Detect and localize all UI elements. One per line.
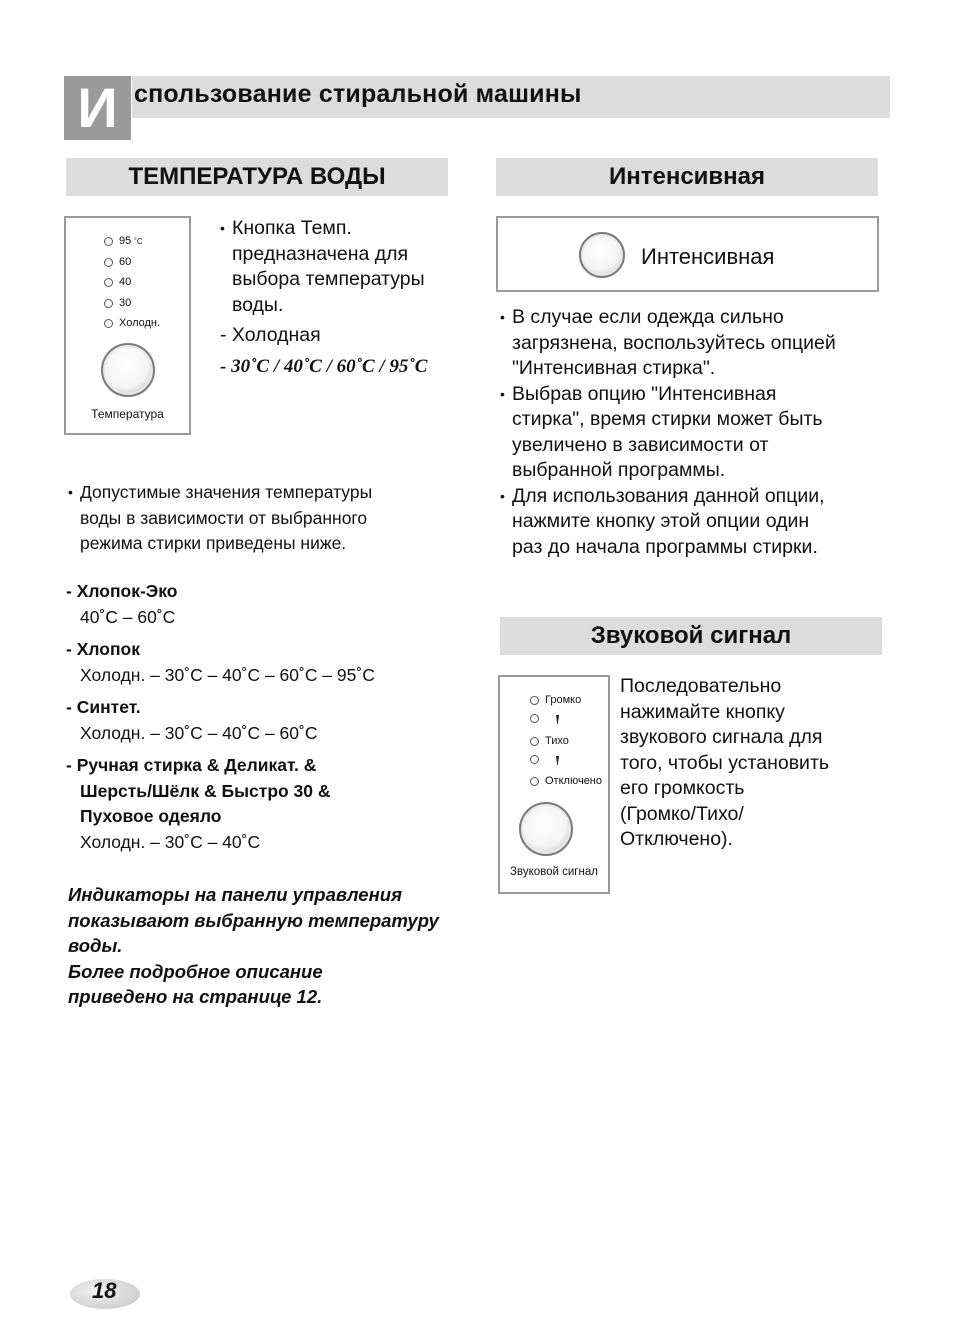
note-line: Индикаторы на панели управления xyxy=(68,884,402,905)
led-label: 95 xyxy=(119,235,132,247)
text-line: Выбрав опцию "Интенсивная xyxy=(512,382,777,405)
led-unit-label: ˚C xyxy=(134,237,143,246)
text-line: нажимайте кнопку xyxy=(620,700,785,723)
led-row-quiet xyxy=(530,735,569,748)
led-indicator-icon xyxy=(104,258,113,267)
program-name-line: Пуховое одеяло xyxy=(80,806,222,826)
desc-line: воды. xyxy=(232,293,284,316)
program-range: Холодн. – 30˚C – 40˚C – 60˚C – 95˚C xyxy=(80,664,375,685)
text-line: (Громко/Тихо/ xyxy=(620,802,744,825)
note-line: показывают выбранную температуру xyxy=(68,909,439,931)
led-label: 60 xyxy=(119,256,132,268)
led-label: Тихо xyxy=(545,735,569,747)
text-line: нажмите кнопку этой опции один xyxy=(512,510,810,532)
text-line: стирка", время стирки может быть xyxy=(512,408,823,430)
bullet-item xyxy=(68,480,468,557)
sound-control-panel xyxy=(498,675,610,894)
cold-option: - Холодная xyxy=(220,324,321,346)
text-line: раз до начала программы стирки. xyxy=(512,535,818,558)
bullet-icon: • xyxy=(220,220,225,236)
desc-line: выбора температуры xyxy=(232,268,425,290)
temperature-values: - 30˚C / 40˚C / 60˚C / 95˚C xyxy=(220,355,428,377)
text-line: воды в зависимости от выбранного xyxy=(80,507,368,528)
led-indicator-icon xyxy=(104,299,113,308)
led-indicator-icon xyxy=(530,755,539,764)
sound-knob[interactable] xyxy=(519,802,573,856)
intensive-control-panel xyxy=(496,216,879,292)
led-indicator-icon xyxy=(530,737,539,746)
led-row-cold xyxy=(104,317,160,330)
knob-label: Температура xyxy=(91,407,164,421)
led-indicator-icon xyxy=(104,319,113,328)
intensive-button-label: Интенсивная xyxy=(641,244,775,269)
led-row-low xyxy=(530,755,545,764)
note-line: Более подробное описание xyxy=(68,960,323,982)
bullet-icon: • xyxy=(68,484,73,500)
led-indicator-icon xyxy=(530,714,539,723)
text-line: Допустимые значения температуры xyxy=(80,482,373,502)
led-row-mid xyxy=(530,714,545,723)
header-initial-letter: И xyxy=(64,76,131,140)
program-name: - Хлопок-Эко xyxy=(66,581,178,601)
text-line: увеличено в зависимости от xyxy=(512,433,769,456)
text-line: выбранной программы. xyxy=(512,459,726,481)
led-label: Холодн. xyxy=(119,317,161,329)
text-line: того, чтобы установить xyxy=(620,751,830,774)
note-line: приведено на странице 12. xyxy=(68,986,323,1007)
program-name: - Хлопок xyxy=(66,639,140,659)
temperature-knob[interactable] xyxy=(101,343,155,397)
indicator-note xyxy=(68,882,468,1010)
section-title-intensive: Интенсивная xyxy=(496,158,878,196)
led-row-30 xyxy=(104,297,131,310)
bullet-icon: • xyxy=(500,385,505,402)
led-label: 40 xyxy=(119,276,132,288)
text-line: режима стирки приведены ниже. xyxy=(80,533,347,553)
level-tick-icon xyxy=(556,715,559,724)
text-line: загрязнена, воспользуйтесь опцией xyxy=(512,331,836,354)
desc-line: предназначена для xyxy=(232,242,409,265)
intensive-description xyxy=(500,305,890,560)
led-indicator-icon xyxy=(530,777,539,786)
text-line: Последовательно xyxy=(620,675,782,697)
bullet-icon: • xyxy=(500,309,505,325)
bullet-icon: • xyxy=(500,487,505,504)
program-name: - Синтет. xyxy=(66,697,141,717)
text-line: Для использования данной опции, xyxy=(512,484,825,507)
led-label: Отключено xyxy=(545,775,602,787)
level-tick-icon xyxy=(556,756,559,765)
program-name: - Ручная стирка & Деликат. & xyxy=(66,755,317,775)
sound-description xyxy=(620,674,890,853)
temperature-control-panel xyxy=(64,216,191,435)
led-indicator-icon xyxy=(104,237,113,246)
led-label: 30 xyxy=(119,297,132,309)
bullet-item xyxy=(220,216,460,318)
led-label: Громко xyxy=(545,694,582,706)
program-name-line: Шерсть/Шёлк & Быстро 30 & xyxy=(80,780,331,801)
allowed-temperatures-note xyxy=(68,480,468,557)
led-row-60 xyxy=(104,256,131,269)
program-temperature-list xyxy=(66,579,466,855)
bullet-item xyxy=(500,484,890,561)
desc-line: Кнопка Темп. xyxy=(232,217,352,239)
led-row-95 xyxy=(104,235,143,248)
page-number-text: 18 xyxy=(92,1278,117,1303)
bullet-item xyxy=(500,305,890,382)
page-title: спользование стиральной машины xyxy=(134,80,582,108)
text-line: В случае если одежда сильно xyxy=(512,306,784,328)
section-title-temperature: ТЕМПЕРАТУРА ВОДЫ xyxy=(66,158,448,196)
knob-label: Звуковой сигнал xyxy=(510,866,598,878)
program-range: 40˚C – 60˚C xyxy=(80,606,176,627)
text-line: его громкость xyxy=(620,777,745,799)
program-range: Холодн. – 30˚C – 40˚C xyxy=(80,831,261,852)
led-row-40 xyxy=(104,276,131,289)
text-line: "Интенсивная стирка". xyxy=(512,357,716,379)
page-number xyxy=(70,1275,140,1311)
section-title-sound: Звуковой сигнал xyxy=(500,617,882,655)
led-indicator-icon xyxy=(530,696,539,705)
bullet-item xyxy=(500,382,890,484)
program-range: Холодн. – 30˚C – 40˚C – 60˚C xyxy=(80,722,318,743)
text-line: звукового сигнала для xyxy=(620,726,823,748)
temperature-description xyxy=(220,216,460,379)
led-row-off xyxy=(530,775,602,788)
intensive-button[interactable] xyxy=(579,232,625,278)
note-line: воды. xyxy=(68,935,123,956)
led-row-loud xyxy=(530,694,581,707)
text-line: Отключено). xyxy=(620,828,733,850)
led-indicator-icon xyxy=(104,278,113,287)
